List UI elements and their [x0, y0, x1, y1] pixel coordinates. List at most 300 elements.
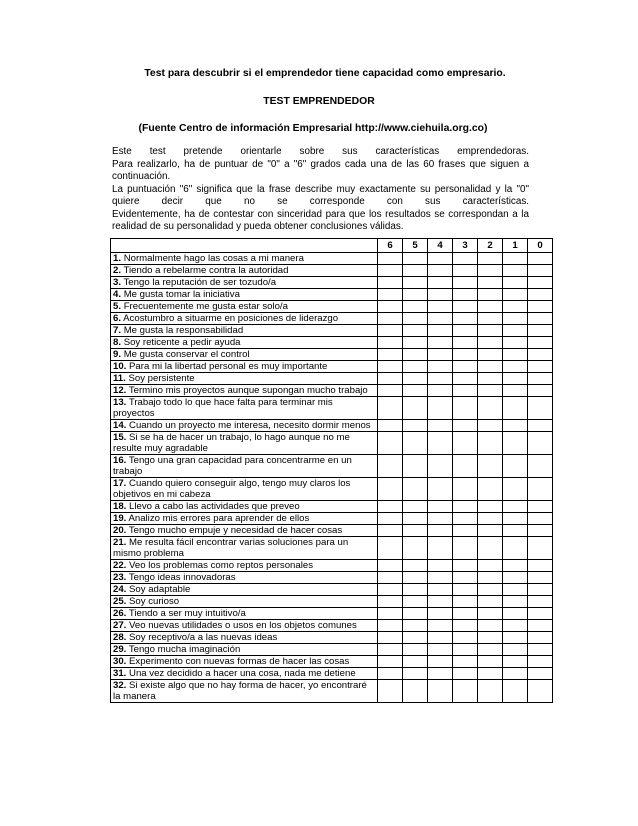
score-cell-6[interactable] — [378, 656, 403, 668]
score-cell-6[interactable] — [378, 632, 403, 644]
table-row — [111, 572, 553, 584]
score-cell-6[interactable] — [378, 265, 403, 277]
score-cell-3[interactable] — [453, 572, 478, 584]
score-cell-5[interactable] — [403, 525, 428, 537]
score-cell-1[interactable] — [503, 572, 528, 584]
score-cell-6[interactable] — [378, 325, 403, 337]
score-cell-5[interactable] — [403, 325, 428, 337]
score-cell-5[interactable] — [403, 361, 428, 373]
score-cell-2[interactable] — [478, 397, 503, 420]
score-cell-1[interactable] — [503, 361, 528, 373]
score-cell-0[interactable] — [528, 265, 553, 277]
score-cell-3[interactable] — [453, 537, 478, 560]
score-cell-2[interactable] — [478, 632, 503, 644]
score-cell-1[interactable] — [503, 478, 528, 501]
source-line: (Fuente Centro de información Empresarial http://www.ciehuila.org.co) — [138, 123, 488, 134]
question-cell — [111, 656, 378, 668]
score-cell-6[interactable] — [378, 680, 403, 703]
score-cell-3[interactable] — [453, 501, 478, 513]
question-cell — [111, 668, 378, 680]
score-cell-1[interactable] — [503, 301, 528, 313]
question-number: 11. — [113, 373, 126, 384]
score-cell-1[interactable] — [503, 265, 528, 277]
score-cell-1[interactable] — [503, 513, 528, 525]
score-cell-4[interactable] — [428, 632, 453, 644]
table-row — [111, 525, 553, 537]
score-cell-2[interactable] — [478, 525, 503, 537]
score-cell-5[interactable] — [403, 337, 428, 349]
score-cell-6[interactable] — [378, 455, 403, 478]
score-cell-2[interactable] — [478, 325, 503, 337]
score-cell-6[interactable] — [378, 501, 403, 513]
table-row — [111, 584, 553, 596]
score-cell-3[interactable] — [453, 397, 478, 420]
question-cell — [111, 301, 378, 313]
question-text: Me gusta conservar el control — [123, 349, 250, 360]
score-cell-2[interactable] — [478, 596, 503, 608]
score-cell-4[interactable] — [428, 385, 453, 397]
score-cell-4[interactable] — [428, 644, 453, 656]
intro-line: Este test pretende orientarle sobre sus características emprendedoras. — [112, 146, 529, 157]
score-cell-2[interactable] — [478, 680, 503, 703]
score-cell-3[interactable] — [453, 455, 478, 478]
score-cell-0[interactable] — [528, 253, 553, 265]
score-cell-6[interactable] — [378, 584, 403, 596]
score-cell-4[interactable] — [428, 265, 453, 277]
score-cell-2[interactable] — [478, 432, 503, 455]
question-text: Llevo a cabo las actividades que preveo — [129, 501, 300, 512]
score-cell-0[interactable] — [528, 525, 553, 537]
score-cell-1[interactable] — [503, 501, 528, 513]
score-cell-1[interactable] — [503, 596, 528, 608]
header-blank-cell — [111, 239, 378, 253]
score-cell-1[interactable] — [503, 385, 528, 397]
score-cell-2[interactable] — [478, 289, 503, 301]
score-cell-5[interactable] — [403, 620, 428, 632]
score-cell-4[interactable] — [428, 325, 453, 337]
score-cell-4[interactable] — [428, 668, 453, 680]
score-cell-4[interactable] — [428, 584, 453, 596]
score-cell-4[interactable] — [428, 608, 453, 620]
score-cell-3[interactable] — [453, 620, 478, 632]
question-cell — [111, 644, 378, 656]
table-row — [111, 361, 553, 373]
score-cell-4[interactable] — [428, 680, 453, 703]
score-cell-6[interactable] — [378, 478, 403, 501]
score-cell-3[interactable] — [453, 265, 478, 277]
score-cell-0[interactable] — [528, 478, 553, 501]
score-header-3: 3 — [453, 239, 478, 253]
question-number: 22. — [113, 560, 127, 571]
score-cell-3[interactable] — [453, 608, 478, 620]
score-cell-2[interactable] — [478, 501, 503, 513]
score-cell-4[interactable] — [428, 560, 453, 572]
question-number: 24. — [113, 584, 127, 595]
score-cell-2[interactable] — [478, 513, 503, 525]
score-cell-1[interactable] — [503, 537, 528, 560]
question-text: Acostumbro a situarme en posiciones de liderazgo — [123, 313, 339, 324]
question-cell — [111, 584, 378, 596]
score-cell-4[interactable] — [428, 596, 453, 608]
score-cell-4[interactable] — [428, 620, 453, 632]
score-cell-3[interactable] — [453, 644, 478, 656]
score-cell-4[interactable] — [428, 349, 453, 361]
score-cell-2[interactable] — [478, 560, 503, 572]
score-cell-4[interactable] — [428, 277, 453, 289]
score-cell-1[interactable] — [503, 584, 528, 596]
score-cell-2[interactable] — [478, 301, 503, 313]
score-cell-6[interactable] — [378, 420, 403, 432]
score-cell-6[interactable] — [378, 373, 403, 385]
score-cell-3[interactable] — [453, 656, 478, 668]
table-row — [111, 537, 553, 560]
score-cell-0[interactable] — [528, 455, 553, 478]
score-cell-5[interactable] — [403, 432, 428, 455]
score-cell-1[interactable] — [503, 644, 528, 656]
score-cell-1[interactable] — [503, 313, 528, 325]
score-cell-4[interactable] — [428, 572, 453, 584]
score-cell-0[interactable] — [528, 432, 553, 455]
question-number: 27. — [113, 620, 127, 631]
score-cell-6[interactable] — [378, 596, 403, 608]
score-cell-5[interactable] — [403, 313, 428, 325]
question-text: Frecuentemente me gusta estar solo/a — [123, 301, 288, 312]
question-cell — [111, 478, 378, 501]
score-cell-0[interactable] — [528, 397, 553, 420]
score-cell-4[interactable] — [428, 501, 453, 513]
question-text: Si existe algo que no hay forma de hacer, yo encontraré la manera — [113, 680, 367, 702]
score-cell-6[interactable] — [378, 560, 403, 572]
score-cell-5[interactable] — [403, 668, 428, 680]
score-cell-1[interactable] — [503, 325, 528, 337]
question-number: 23. — [113, 572, 127, 583]
question-cell — [111, 325, 378, 337]
score-header-5: 5 — [403, 239, 428, 253]
score-cell-3[interactable] — [453, 313, 478, 325]
score-cell-2[interactable] — [478, 373, 503, 385]
score-cell-2[interactable] — [478, 644, 503, 656]
score-cell-3[interactable] — [453, 253, 478, 265]
score-cell-3[interactable] — [453, 478, 478, 501]
score-cell-1[interactable] — [503, 656, 528, 668]
score-cell-2[interactable] — [478, 385, 503, 397]
question-cell — [111, 680, 378, 703]
score-cell-5[interactable] — [403, 301, 428, 313]
table-row — [111, 656, 553, 668]
score-cell-6[interactable] — [378, 608, 403, 620]
intro-line: Evidentemente, ha de contestar con sinceridad para que los resultados se correspondan a la — [112, 208, 529, 220]
score-cell-3[interactable] — [453, 349, 478, 361]
score-header-6: 6 — [378, 239, 403, 253]
score-cell-0[interactable] — [528, 301, 553, 313]
score-cell-4[interactable] — [428, 420, 453, 432]
score-cell-0[interactable] — [528, 680, 553, 703]
score-cell-1[interactable] — [503, 620, 528, 632]
score-cell-4[interactable] — [428, 337, 453, 349]
score-cell-6[interactable] — [378, 313, 403, 325]
score-cell-4[interactable] — [428, 478, 453, 501]
score-cell-3[interactable] — [453, 420, 478, 432]
score-cell-6[interactable] — [378, 277, 403, 289]
table-row — [111, 560, 553, 572]
score-cell-6[interactable] — [378, 361, 403, 373]
score-cell-0[interactable] — [528, 560, 553, 572]
score-cell-3[interactable] — [453, 373, 478, 385]
score-cell-3[interactable] — [453, 301, 478, 313]
score-cell-0[interactable] — [528, 501, 553, 513]
score-cell-2[interactable] — [478, 349, 503, 361]
table-row — [111, 608, 553, 620]
score-cell-0[interactable] — [528, 584, 553, 596]
score-cell-0[interactable] — [528, 644, 553, 656]
score-cell-1[interactable] — [503, 455, 528, 478]
score-cell-2[interactable] — [478, 420, 503, 432]
score-cell-0[interactable] — [528, 572, 553, 584]
score-cell-6[interactable] — [378, 513, 403, 525]
score-cell-5[interactable] — [403, 644, 428, 656]
score-cell-4[interactable] — [428, 361, 453, 373]
score-cell-0[interactable] — [528, 632, 553, 644]
question-text: Soy adaptable — [129, 584, 191, 595]
score-cell-3[interactable] — [453, 513, 478, 525]
score-cell-5[interactable] — [403, 373, 428, 385]
question-text: Si se ha de hacer un trabajo, lo hago aunque no me resulte muy agradable — [113, 432, 350, 454]
score-cell-6[interactable] — [378, 301, 403, 313]
score-cell-5[interactable] — [403, 478, 428, 501]
score-cell-0[interactable] — [528, 361, 553, 373]
question-text: Veo los problemas como reptos personales — [129, 560, 313, 571]
score-cell-3[interactable] — [453, 632, 478, 644]
score-cell-4[interactable] — [428, 397, 453, 420]
question-number: 14. — [113, 420, 127, 431]
score-cell-1[interactable] — [503, 432, 528, 455]
score-cell-0[interactable] — [528, 289, 553, 301]
score-cell-1[interactable] — [503, 277, 528, 289]
question-cell — [111, 608, 378, 620]
score-cell-6[interactable] — [378, 432, 403, 455]
score-cell-5[interactable] — [403, 513, 428, 525]
question-number: 17. — [113, 478, 127, 489]
table-row — [111, 668, 553, 680]
score-cell-3[interactable] — [453, 596, 478, 608]
question-cell — [111, 265, 378, 277]
score-cell-0[interactable] — [528, 537, 553, 560]
score-cell-0[interactable] — [528, 277, 553, 289]
question-number: 13. — [113, 397, 127, 408]
question-number: 31. — [113, 668, 127, 679]
question-number: 29. — [113, 644, 127, 655]
score-cell-5[interactable] — [403, 608, 428, 620]
score-cell-3[interactable] — [453, 432, 478, 455]
question-number: 30. — [113, 656, 127, 667]
score-cell-4[interactable] — [428, 253, 453, 265]
score-cell-5[interactable] — [403, 265, 428, 277]
score-cell-6[interactable] — [378, 349, 403, 361]
score-cell-6[interactable] — [378, 668, 403, 680]
score-cell-6[interactable] — [378, 644, 403, 656]
questionnaire-table — [110, 238, 553, 703]
score-cell-1[interactable] — [503, 632, 528, 644]
table-row — [111, 397, 553, 420]
document-title: Test para descubrir si el emprendedor tiene capacidad como empresario. — [144, 68, 506, 79]
score-cell-0[interactable] — [528, 385, 553, 397]
question-text: Me gusta la responsabilidad — [123, 325, 244, 336]
score-cell-5[interactable] — [403, 455, 428, 478]
question-cell — [111, 620, 378, 632]
question-text: Tengo mucha imaginación — [128, 644, 241, 655]
score-header-2: 2 — [478, 239, 503, 253]
score-cell-4[interactable] — [428, 373, 453, 385]
score-cell-5[interactable] — [403, 277, 428, 289]
question-cell — [111, 373, 378, 385]
score-cell-4[interactable] — [428, 525, 453, 537]
score-cell-3[interactable] — [453, 325, 478, 337]
score-cell-5[interactable] — [403, 289, 428, 301]
score-cell-2[interactable] — [478, 608, 503, 620]
score-cell-2[interactable] — [478, 313, 503, 325]
score-cell-5[interactable] — [403, 632, 428, 644]
table-row — [111, 385, 553, 397]
question-cell — [111, 420, 378, 432]
score-cell-0[interactable] — [528, 349, 553, 361]
score-cell-1[interactable] — [503, 373, 528, 385]
score-cell-6[interactable] — [378, 397, 403, 420]
score-cell-0[interactable] — [528, 608, 553, 620]
score-cell-3[interactable] — [453, 289, 478, 301]
table-row — [111, 644, 553, 656]
question-number: 28. — [113, 632, 127, 643]
score-cell-6[interactable] — [378, 620, 403, 632]
score-cell-6[interactable] — [378, 253, 403, 265]
score-cell-4[interactable] — [428, 537, 453, 560]
score-cell-5[interactable] — [403, 253, 428, 265]
score-cell-2[interactable] — [478, 265, 503, 277]
question-number: 8. — [113, 337, 122, 348]
score-cell-6[interactable] — [378, 385, 403, 397]
score-cell-4[interactable] — [428, 455, 453, 478]
score-cell-5[interactable] — [403, 385, 428, 397]
question-cell — [111, 537, 378, 560]
score-cell-4[interactable] — [428, 313, 453, 325]
question-number: 25. — [113, 596, 127, 607]
score-cell-1[interactable] — [503, 608, 528, 620]
score-cell-1[interactable] — [503, 668, 528, 680]
score-cell-1[interactable] — [503, 349, 528, 361]
score-cell-2[interactable] — [478, 668, 503, 680]
question-number: 2. — [113, 265, 122, 276]
score-cell-5[interactable] — [403, 420, 428, 432]
score-cell-2[interactable] — [478, 455, 503, 478]
question-text: Trabajo todo lo que hace falta para terminar mis proyectos — [113, 397, 333, 419]
score-cell-1[interactable] — [503, 525, 528, 537]
score-cell-6[interactable] — [378, 525, 403, 537]
question-text: Soy curioso — [129, 596, 180, 607]
score-cell-2[interactable] — [478, 656, 503, 668]
score-cell-3[interactable] — [453, 361, 478, 373]
score-cell-6[interactable] — [378, 337, 403, 349]
score-cell-3[interactable] — [453, 584, 478, 596]
score-cell-0[interactable] — [528, 596, 553, 608]
score-cell-5[interactable] — [403, 596, 428, 608]
score-cell-0[interactable] — [528, 313, 553, 325]
score-cell-1[interactable] — [503, 420, 528, 432]
score-cell-4[interactable] — [428, 301, 453, 313]
question-text: Tengo la reputación de ser tozudo/a — [123, 277, 277, 288]
score-cell-1[interactable] — [503, 253, 528, 265]
score-cell-0[interactable] — [528, 325, 553, 337]
score-cell-0[interactable] — [528, 337, 553, 349]
score-cell-5[interactable] — [403, 537, 428, 560]
table-row — [111, 501, 553, 513]
score-cell-1[interactable] — [503, 337, 528, 349]
score-cell-2[interactable] — [478, 584, 503, 596]
score-cell-4[interactable] — [428, 513, 453, 525]
table-row — [111, 277, 553, 289]
score-cell-1[interactable] — [503, 289, 528, 301]
question-text: Soy reticente a pedir ayuda — [123, 337, 241, 348]
score-cell-4[interactable] — [428, 289, 453, 301]
score-cell-2[interactable] — [478, 253, 503, 265]
score-cell-6[interactable] — [378, 537, 403, 560]
score-cell-5[interactable] — [403, 397, 428, 420]
table-row — [111, 432, 553, 455]
score-cell-2[interactable] — [478, 361, 503, 373]
score-cell-3[interactable] — [453, 668, 478, 680]
question-cell — [111, 361, 378, 373]
score-cell-0[interactable] — [528, 420, 553, 432]
score-cell-1[interactable] — [503, 560, 528, 572]
score-cell-0[interactable] — [528, 668, 553, 680]
question-text: Cuando quiero conseguir algo, tengo muy claros los objetivos en mi cabeza — [113, 478, 351, 500]
score-cell-2[interactable] — [478, 277, 503, 289]
question-cell — [111, 432, 378, 455]
score-cell-5[interactable] — [403, 584, 428, 596]
score-cell-3[interactable] — [453, 337, 478, 349]
score-cell-3[interactable] — [453, 560, 478, 572]
score-cell-3[interactable] — [453, 525, 478, 537]
score-cell-5[interactable] — [403, 501, 428, 513]
question-cell — [111, 253, 378, 265]
score-cell-2[interactable] — [478, 537, 503, 560]
score-cell-3[interactable] — [453, 277, 478, 289]
score-cell-5[interactable] — [403, 572, 428, 584]
score-cell-0[interactable] — [528, 620, 553, 632]
score-cell-5[interactable] — [403, 656, 428, 668]
score-cell-0[interactable] — [528, 513, 553, 525]
score-cell-5[interactable] — [403, 560, 428, 572]
score-cell-3[interactable] — [453, 680, 478, 703]
score-cell-1[interactable] — [503, 680, 528, 703]
score-cell-0[interactable] — [528, 373, 553, 385]
score-cell-6[interactable] — [378, 289, 403, 301]
score-cell-2[interactable] — [478, 620, 503, 632]
question-cell — [111, 560, 378, 572]
score-cell-2[interactable] — [478, 337, 503, 349]
table-row — [111, 325, 553, 337]
score-cell-5[interactable] — [403, 680, 428, 703]
score-cell-1[interactable] — [503, 397, 528, 420]
score-cell-2[interactable] — [478, 478, 503, 501]
score-cell-3[interactable] — [453, 385, 478, 397]
score-cell-0[interactable] — [528, 656, 553, 668]
score-cell-4[interactable] — [428, 656, 453, 668]
question-number: 12. — [113, 385, 127, 396]
score-cell-2[interactable] — [478, 572, 503, 584]
score-cell-6[interactable] — [378, 572, 403, 584]
score-cell-4[interactable] — [428, 432, 453, 455]
question-text: Me gusta tomar la iniciativa — [123, 289, 240, 300]
score-cell-5[interactable] — [403, 349, 428, 361]
